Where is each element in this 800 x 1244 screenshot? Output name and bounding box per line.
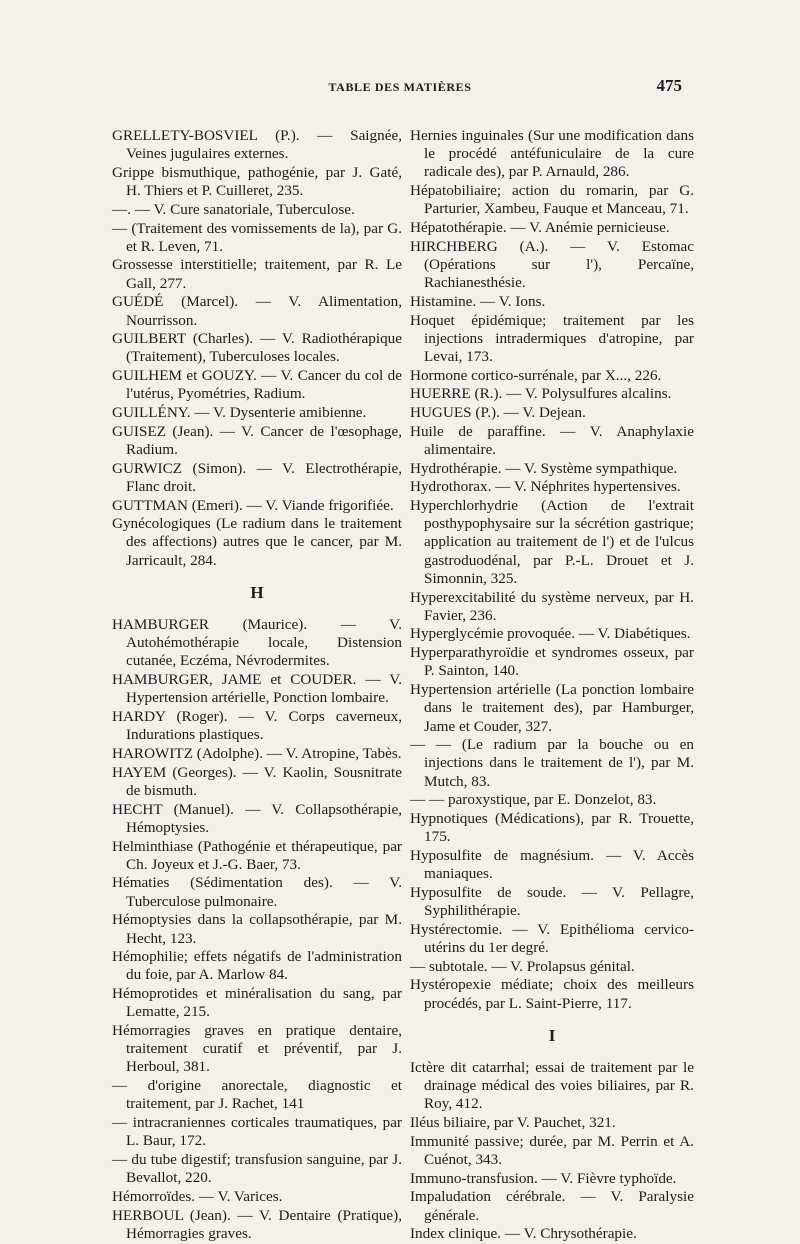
index-entry: — — paroxystique, par E. Donzelot, 83. — [410, 791, 657, 809]
index-entry: HIRCHBERG (A.). — V. Estomac (Opérations sur l'), Percaïne, Rachianesthésie. — [410, 237, 694, 292]
index-entry: HUERRE (R.). — V. Polysulfures alcalins. — [410, 385, 672, 403]
index-entry: Hydrothérapie. — V. Système sympathique. — [410, 459, 678, 477]
index-entry: Hémophilie; effets négatifs de l'administration du foie, par A. Marlow 84. — [112, 948, 402, 984]
index-entry: Hypnotiques (Médications), par R. Trouette, 175. — [410, 810, 694, 846]
index-entry: — intracraniennes corticales traumatiques, par L. Baur, 172. — [112, 1114, 402, 1150]
index-entry: Hormone cortico-surrénale, par X..., 226. — [410, 366, 662, 384]
index-entry: — d'origine anorectale, diagnostic et traitement, par J. Rachet, 141 — [112, 1077, 402, 1113]
entries-h-list — [112, 616, 402, 1243]
index-entry: Hémoptysies dans la collapsothérapie, par M. Hecht, 123. — [112, 911, 402, 947]
index-entry: Hyposulfite de soude. — V. Pellagre, Syphilithérapie. — [410, 883, 694, 920]
index-entry: Hématies (Sédimentation des). — V. Tuberculose pulmonaire. — [112, 874, 402, 910]
index-entry: HAYEM (Georges). — V. Kaolin, Sousnitrate de bismuth. — [112, 763, 402, 799]
section-letter-i: I — [548, 1025, 556, 1045]
page-title: TABLE DES MATIÈRES — [328, 80, 472, 94]
index-entry: Gynécologiques (Le radium dans le traitement des affections) autres que le cancer, par M. Jarricault, 284. — [112, 515, 402, 569]
index-entry: GUISEZ (Jean). — V. Cancer de l'œsophage, Radium. — [112, 422, 402, 458]
index-entry: Hémorroïdes. — V. Varices. — [112, 1187, 283, 1205]
page-number: 475 — [656, 76, 682, 95]
index-entry: GRELLETY-BOSVIEL (P.). — Saignée, Veines jugulaires externes. — [112, 127, 402, 163]
index-entry: Hernies inguinales (Sur une modification dans le procédé antéfuniculaire de la cure radicale des), par P. Arnauld, 286. — [410, 127, 694, 181]
index-entry: Hépatobiliaire; action du romarin, par G. Parturier, Xambeu, Fauque et Manceau, 71. — [410, 182, 694, 218]
index-entry: Hémorragies graves en pratique dentaire, traitement curatif et préventif, par J. Herboul, 381. — [112, 1022, 402, 1076]
index-entry: HAROWITZ (Adolphe). — V. Atropine, Tabès. — [112, 745, 402, 762]
index-entry: GUÉDÉ (Marcel). — V. Alimentation, Nourrisson. — [112, 293, 402, 329]
index-entry: — — (Le radium par la bouche ou en injections dans le traitement de l'), par M. Mutch, 83. — [410, 736, 694, 790]
index-entry: Hyperglycémie provoquée. — V. Diabétiques. — [410, 625, 691, 643]
index-entry: — (Traitement des vomissements de la), par G. et R. Leven, 71. — [112, 219, 402, 255]
index-entry: — du tube digestif; transfusion sanguine, par J. Bevallot, 220. — [112, 1150, 402, 1187]
index-entry: Ictère dit catarrhal; essai de traitement par le drainage médical des voies biliaires, par R. Roy, 412. — [410, 1058, 694, 1113]
index-entry: Immuno-transfusion. — V. Fièvre typhoïde. — [410, 1169, 677, 1187]
index-entry: GUILBERT (Charles). — V. Radiothérapique (Traitement), Tuberculoses locales. — [112, 330, 402, 366]
index-entry: Grossesse interstitielle; traitement, par R. Le Gall, 277. — [112, 256, 402, 292]
index-entry: GUILLÉNY. — V. Dysenterie amibienne. — [112, 404, 367, 422]
entries-i-list — [410, 1059, 694, 1244]
index-entry: HERBOUL (Jean). — V. Dentaire (Pratique), Hémorragies graves. — [112, 1206, 402, 1242]
section-letter-h: H — [250, 582, 264, 602]
index-entry: HUGUES (P.). — V. Dejean. — [410, 404, 586, 422]
index-entry: GURWICZ (Simon). — V. Electrothérapie, Flanc droit. — [112, 459, 402, 495]
index-entry: Histamine. — V. Ions. — [410, 292, 546, 310]
index-entry: Immunité passive; durée, par M. Perrin et A. Cuénot, 343. — [410, 1132, 694, 1168]
index-entry: HECHT (Manuel). — V. Collapsothérapie, Hémoptysies. — [112, 800, 402, 836]
index-entry: Hyperparathyroïdie et syndromes osseux, par P. Sainton, 140. — [410, 644, 694, 680]
index-entry: HAMBURGER (Maurice). — V. Autohémothérapie locale, Distension cutanée, Eczéma, Névrodermites. — [112, 616, 402, 670]
index-entry: Huile de paraffine. — V. Anaphylaxie alimentaire. — [410, 422, 694, 458]
index-entry: Hydrothorax. — V. Néphrites hypertensives. — [410, 478, 681, 496]
index-entry: HARDY (Roger). — V. Corps caverneux, Indurations plastiques. — [112, 708, 402, 744]
entries-g-list — [112, 127, 402, 570]
index-entry: Hoquet épidémique; traitement par les injections intradermiques d'atropine, par Levai, 173. — [410, 311, 694, 365]
index-entry: Hystérectomie. — V. Epithélioma cervico-utérins du 1er degré. — [410, 920, 694, 956]
index-entry: Grippe bismuthique, pathogénie, par J. Gaté, H. Thiers et P. Cuilleret, 235. — [112, 163, 402, 200]
index-entry: Impaludation cérébrale. — V. Paralysie générale. — [410, 1188, 694, 1224]
index-entry: Iléus biliaire, par V. Pauchet, 321. — [410, 1114, 616, 1132]
left-column — [112, 127, 402, 1243]
index-entry: Hyperexcitabilité du système nerveux, par H. Favier, 236. — [410, 588, 694, 624]
right-column — [410, 127, 694, 1244]
index-entry: Hyperchlorhydrie (Action de l'extrait posthypophysaire sur la sécrétion gastrique; application au traitement de l') et de l'ulcus gastroduodénal, par P.-L. Drouet et J. Simonnin, 325. — [410, 497, 694, 587]
index-entry: —. — V. Cure sanatoriale, Tuberculose. — [112, 200, 355, 218]
index-entry: Hyposulfite de magnésium. — V. Accès maniaques. — [410, 846, 694, 883]
index-entry: Hypertension artérielle (La ponction lombaire dans le traitement des), par Hamburger, Jame et Couder, 327. — [410, 681, 694, 735]
entries-h-continued-list — [410, 127, 694, 1013]
running-head — [0, 76, 800, 102]
index-entry: GUTTMAN (Emeri). — V. Viande frigorifiée. — [112, 496, 394, 514]
index-entry: HAMBURGER, JAME et COUDER. — V. Hypertension artérielle, Ponction lombaire. — [112, 671, 402, 707]
index-entry: Helminthiase (Pathogénie et thérapeutique, par Ch. Joyeux et J.-G. Baer, 73. — [112, 837, 402, 873]
index-entry: Index clinique. — V. Chrysothérapie. — [410, 1225, 637, 1243]
index-entry: GUILHEM et GOUZY. — V. Cancer du col de l'utérus, Pyométries, Radium. — [112, 367, 402, 403]
index-entry: Hémoprotides et minéralisation du sang, par Lematte, 215. — [112, 985, 402, 1021]
index-entry: Hystéropexie médiate; choix des meilleurs procédés, par L. Saint-Pierre, 117. — [410, 976, 694, 1012]
index-entry: — subtotale. — V. Prolapsus génital. — [410, 957, 635, 975]
index-entry: Hépatothérapie. — V. Anémie pernicieuse. — [410, 219, 670, 237]
